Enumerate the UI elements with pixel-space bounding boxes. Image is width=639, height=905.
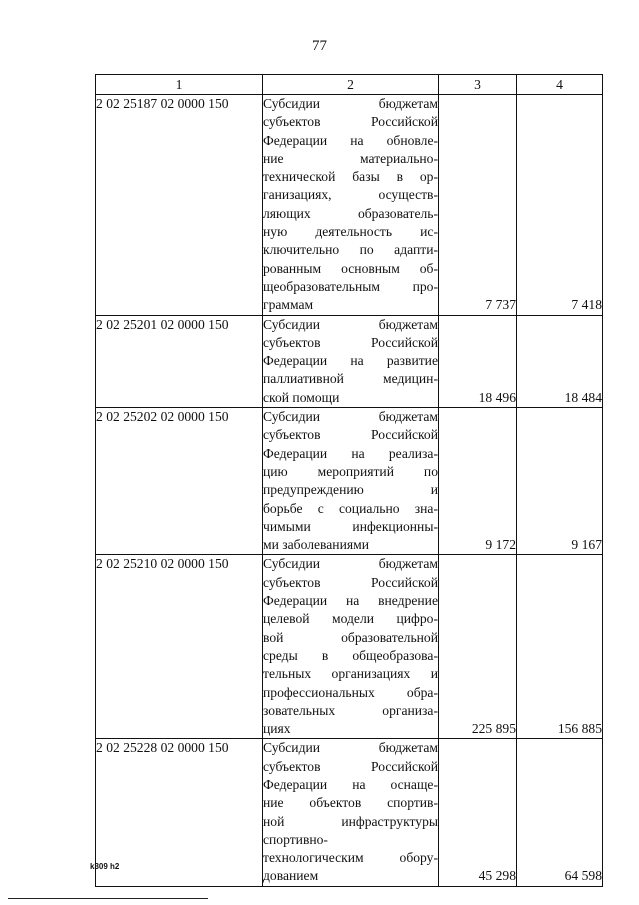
- description-line: Федерации на развитие: [263, 353, 438, 369]
- column-header-2: 2: [263, 75, 439, 95]
- description-line: ключительно по адапти-: [263, 242, 438, 258]
- description-line: Федерации на обновле-: [263, 132, 438, 148]
- amount-column-3: 9 172: [439, 408, 517, 555]
- budget-table: [95, 74, 603, 887]
- description-line: субъектов Российской: [263, 334, 438, 350]
- description-line: Субсидии бюджетам: [263, 556, 438, 572]
- description-line: Федерации на внедрение: [263, 593, 438, 609]
- description-line: ганизациях, осуществ-: [263, 187, 438, 203]
- budget-code: 2 02 25228 02 0000 150: [96, 739, 263, 886]
- budget-code: 2 02 25202 02 0000 150: [96, 408, 263, 555]
- amount-column-4: 9 167: [517, 408, 603, 555]
- description-line: борьбе с социально зна-: [263, 500, 438, 516]
- page-number: 77: [312, 38, 327, 54]
- description-line: среды в общеобразова-: [263, 647, 438, 663]
- amount-column-3: 45 298: [439, 739, 517, 886]
- amount-column-4: 7 418: [517, 95, 603, 316]
- description-line: цию мероприятий по: [263, 463, 438, 479]
- table-body: [96, 95, 603, 887]
- description-line: технологическим обору-: [263, 850, 438, 866]
- description-line: граммам: [263, 297, 314, 313]
- description-line: Субсидии бюджетам: [263, 316, 438, 332]
- amount-column-4: 156 885: [517, 555, 603, 739]
- description-line: ми заболеваниями: [263, 537, 369, 553]
- description-line: щеобразовательным про-: [263, 278, 438, 294]
- budget-code: 2 02 25201 02 0000 150: [96, 315, 263, 407]
- description-line: ние материально-: [263, 150, 438, 166]
- amount-column-4: 64 598: [517, 739, 603, 886]
- description-line: дованием: [263, 868, 319, 884]
- description-line: спортивно-: [263, 831, 328, 847]
- description-line: ной инфраструктуры: [263, 813, 438, 829]
- description-line: циях: [263, 721, 291, 737]
- description-line: Субсидии бюджетам: [263, 740, 438, 756]
- description-line: Субсидии бюджетам: [263, 96, 438, 111]
- description-line: вой образовательной: [263, 629, 438, 645]
- column-header-1: 1: [96, 75, 263, 95]
- column-header-4: 4: [517, 75, 603, 95]
- amount-column-3: 7 737: [439, 95, 517, 316]
- amount-column-3: 18 496: [439, 315, 517, 407]
- column-header-3: 3: [439, 75, 517, 95]
- revenue-description: [263, 555, 439, 739]
- description-line: ние объектов спортив-: [263, 795, 438, 811]
- table-row: [96, 408, 603, 555]
- description-line: паллиативной медицин-: [263, 371, 438, 387]
- table-row: [96, 555, 603, 739]
- description-line: субъектов Российской: [263, 574, 438, 590]
- revenue-description: [263, 315, 439, 407]
- description-line: Федерации на оснаще-: [263, 776, 438, 792]
- table-row: [96, 95, 603, 316]
- description-line: субъектов Российской: [263, 758, 438, 774]
- description-line: Федерации на реализа-: [263, 445, 438, 461]
- amount-column-3: 225 895: [439, 555, 517, 739]
- amount-column-4: 18 484: [517, 315, 603, 407]
- table-row: [96, 315, 603, 407]
- description-line: предупреждению и: [263, 482, 438, 498]
- description-line: ляющих образователь-: [263, 205, 438, 221]
- description-line: субъектов Российской: [263, 427, 438, 443]
- table-row: [96, 739, 603, 886]
- description-line: зовательных организа-: [263, 702, 438, 718]
- description-line: технической базы в ор-: [263, 169, 438, 185]
- description-line: Субсидии бюджетам: [263, 409, 438, 425]
- budget-code: 2 02 25210 02 0000 150: [96, 555, 263, 739]
- revenue-description: [263, 739, 439, 886]
- description-line: ную деятельность ис-: [263, 224, 438, 240]
- revenue-description: [263, 95, 439, 316]
- revenue-description: [263, 408, 439, 555]
- description-line: субъектов Российской: [263, 114, 438, 130]
- footer-code: k309 h2: [90, 862, 120, 871]
- description-line: целевой модели цифро-: [263, 611, 438, 627]
- description-line: профессиональных обра-: [263, 684, 438, 700]
- description-line: ской помощи: [263, 389, 340, 405]
- description-line: тельных организациях и: [263, 666, 438, 682]
- bottom-rule: [8, 898, 208, 899]
- table-header-row: [96, 75, 603, 95]
- description-line: рованным основным об-: [263, 260, 438, 276]
- budget-code: 2 02 25187 02 0000 150: [96, 95, 263, 316]
- description-line: чимыми инфекционны-: [263, 518, 438, 534]
